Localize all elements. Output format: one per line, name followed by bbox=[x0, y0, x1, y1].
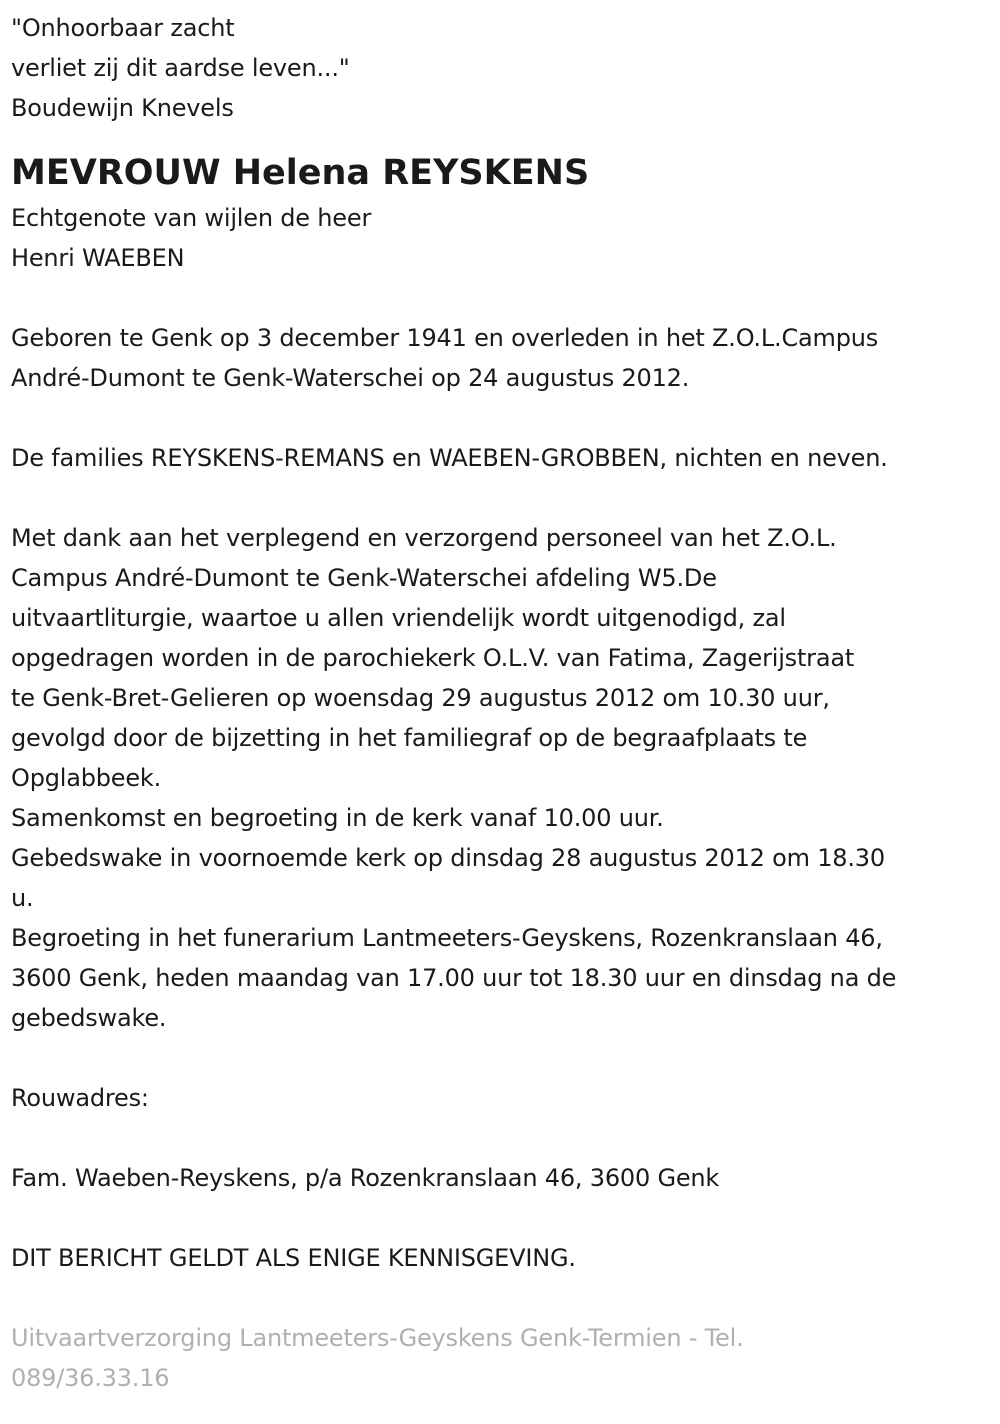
text-line: uitvaartliturgie, waartoe u allen vriendelijk wordt uitgenodigd, zal bbox=[11, 604, 786, 632]
relation-line: Echtgenote van wijlen de heer bbox=[11, 204, 372, 232]
spouse-name: Henri WAEBEN bbox=[11, 244, 185, 272]
text-line: gebedswake. bbox=[11, 1004, 167, 1032]
deceased-name: MEVROUW Helena REYSKENS bbox=[11, 153, 590, 193]
text-line: u. bbox=[11, 884, 34, 912]
text-line: Campus André-Dumont te Genk-Waterschei afdeling W5.De bbox=[11, 564, 717, 592]
spacer bbox=[11, 278, 991, 318]
footer-line: Uitvaartverzorging Lantmeeters-Geyskens Genk-Termien - Tel. bbox=[11, 1324, 744, 1352]
spacer bbox=[11, 478, 991, 518]
notice-text: DIT BERICHT GELDT ALS ENIGE KENNISGEVING. bbox=[11, 1244, 576, 1272]
spacer bbox=[11, 1038, 991, 1078]
address-value: Fam. Waeben-Reyskens, p/a Rozenkranslaan 46, 3600 Genk bbox=[11, 1164, 720, 1192]
ceremony-paragraph bbox=[11, 518, 991, 1038]
text-line: Begroeting in het funerarium Lantmeeters-Geyskens, Rozenkranslaan 46, bbox=[11, 924, 883, 952]
text-line: te Genk-Bret-Gelieren op woensdag 29 augustus 2012 om 10.30 uur, bbox=[11, 684, 830, 712]
spacer bbox=[11, 1118, 991, 1158]
spacer bbox=[11, 398, 991, 438]
text-line: Geboren te Genk op 3 december 1941 en overleden in het Z.O.L.Campus bbox=[11, 324, 879, 352]
quote-author: Boudewijn Knevels bbox=[11, 94, 234, 122]
families-paragraph: De families REYSKENS-REMANS en WAEBEN-GROBBEN, nichten en neven. bbox=[11, 444, 888, 472]
spacer bbox=[11, 1278, 991, 1318]
birth-death-paragraph bbox=[11, 318, 991, 398]
relation-block bbox=[11, 198, 991, 278]
spacer bbox=[11, 1198, 991, 1238]
address-label: Rouwadres: bbox=[11, 1084, 149, 1112]
footer-phone: 089/36.33.16 bbox=[11, 1364, 170, 1392]
quote-line: "Onhoorbaar zacht bbox=[11, 14, 235, 42]
quote-line: verliet zij dit aardse leven..." bbox=[11, 54, 350, 82]
funeral-director-footer bbox=[11, 1318, 991, 1398]
death-notice bbox=[11, 8, 991, 1398]
text-line: 3600 Genk, heden maandag van 17.00 uur tot 18.30 uur en dinsdag na de bbox=[11, 964, 897, 992]
text-line: Samenkomst en begroeting in de kerk vanaf 10.00 uur. bbox=[11, 804, 664, 832]
text-line: gevolgd door de bijzetting in het familiegraf op de begraafplaats te bbox=[11, 724, 808, 752]
text-line: Gebedswake in voornoemde kerk op dinsdag 28 augustus 2012 om 18.30 bbox=[11, 844, 885, 872]
text-line: opgedragen worden in de parochiekerk O.L.V. van Fatima, Zagerijstraat bbox=[11, 644, 855, 672]
text-line: Opglabbeek. bbox=[11, 764, 162, 792]
text-line: Met dank aan het verplegend en verzorgend personeel van het Z.O.L. bbox=[11, 524, 837, 552]
text-line: André-Dumont te Genk-Waterschei op 24 augustus 2012. bbox=[11, 364, 690, 392]
quote-block bbox=[11, 8, 991, 128]
